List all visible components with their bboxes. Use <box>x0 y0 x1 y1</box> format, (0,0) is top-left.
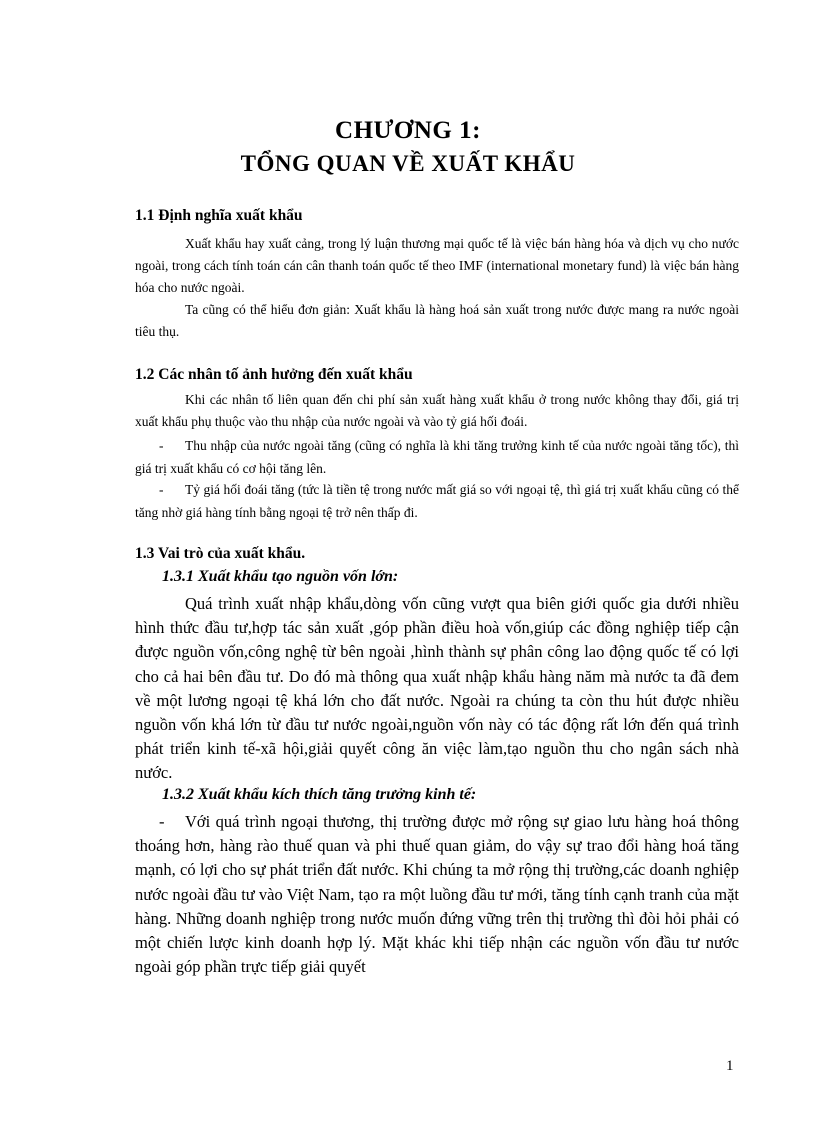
section-1-2-bullet-2 <box>135 478 739 524</box>
bullet-dash: - <box>159 438 164 453</box>
section-1-2-bullet-1 <box>135 434 739 480</box>
subsection-1-3-2-paragraph <box>135 810 739 979</box>
bullet-text: Tỷ giá hối đoái tăng (tức là tiền tệ trong nước mất giá so với ngoại tệ, thì giá trị xuất khẩu cũng có thể tăng nhờ giá hàng tính bằng ngoại tệ trở nên thấp đi. <box>135 482 739 520</box>
chapter-title: CHƯƠNG 1: <box>335 117 481 144</box>
bullet-text: Thu nhập của nước ngoài tăng (cũng có nghĩa là khi tăng trưởng kinh tế của nước ngoài tăng tốc), thì giá trị xuất khẩu có cơ hội tăng lên. <box>135 438 739 476</box>
section-1-2-paragraph: Khi các nhân tố liên quan đến chi phí sản xuất hàng xuất khẩu ở trong nước không thay đổi, giá trị xuất khẩu phụ thuộc vào thu nhập của nước ngoài và vào tỷ giá hối đoái. <box>135 392 739 429</box>
section-1-3-heading: 1.3 Vai trò của xuất khẩu. <box>135 545 306 562</box>
page-number: 1 <box>726 1058 734 1074</box>
bullet-dash: - <box>159 482 164 497</box>
section-1-2-heading: 1.2 Các nhân tố ảnh hưởng đến xuất khẩu <box>135 366 413 383</box>
section-1-1-paragraph-1: Xuất khẩu hay xuất cảng, trong lý luận thương mại quốc tế là việc bán hàng hóa và dịch vụ cho nước ngoài, trong cách tính toán cán cân thanh toán quốc tế theo IMF (international monetary fund) là việc bán hàng hóa cho nước ngoài. <box>135 236 739 295</box>
chapter-subtitle: TỔNG QUAN VỀ XUẤT KHẨU <box>240 151 576 176</box>
section-1-1-paragraph-2: Ta cũng có thể hiểu đơn giản: Xuất khẩu là hàng hoá sản xuất trong nước được mang ra nước ngoài tiêu thụ. <box>135 302 739 339</box>
section-1-1-heading: 1.1 Định nghĩa xuất khẩu <box>135 207 303 224</box>
bullet-text: Với quá trình ngoại thương, thị trường được mở rộng sự giao lưu hàng hoá thông thoáng hơn, hàng rào thuế quan và phi thuế quan giảm, do vậy sự trao đổi hàng hoá tăng mạnh, có lợi cho sự phát triển đất nước. Khi chúng ta mở rộng thị trường,các doanh nghiệp nước ngoài đầu tư vào Việt Nam, tạo ra một luồng đầu tư mới, tăng tính cạnh tranh của mặt hàng. Những doanh nghiệp trong nước muốn đứng vững trên thị trường thì đòi hỏi phải có một chiến lược kinh doanh hợp lý. Mặt khác khi tiếp nhận các nguồn vốn đầu tư nước ngoài góp phần trực tiếp giải quyết <box>135 812 739 977</box>
bullet-dash: - <box>159 812 165 831</box>
subsection-1-3-2-heading: 1.3.2 Xuất khẩu kích thích tăng trưởng kinh tế: <box>162 786 477 803</box>
subsection-1-3-1-paragraph: Quá trình xuất nhập khẩu,dòng vốn cũng vượt qua biên giới quốc gia dưới nhiều hình thức đầu tư,hợp tác sản xuất ,góp phần điều hoà vốn,giúp các đồng nghiệp tiếp cận được nguồn vốn,công nghệ từ bên ngoài ,hình thành sự phân công lao động quốc tế có lợi cho cả hai bên đầu tư. Do đó mà thông qua xuất nhập khẩu hàng năm mà nước ta đã đem về một lương ngoại tệ khá lớn cho đất nước. Ngoài ra chúng ta còn thu hút được nhiều nguồn vốn khá lớn từ đầu tư nước ngoài,nguồn vốn này có tác động rất lớn đến quá trình phát triển kinh tế-xã hội,giải quyết công ăn việc làm,tạo nguồn thu cho ngân sách nhà nước. <box>135 594 739 783</box>
subsection-1-3-1-heading: 1.3.1 Xuất khẩu tạo nguồn vốn lớn: <box>162 568 399 585</box>
